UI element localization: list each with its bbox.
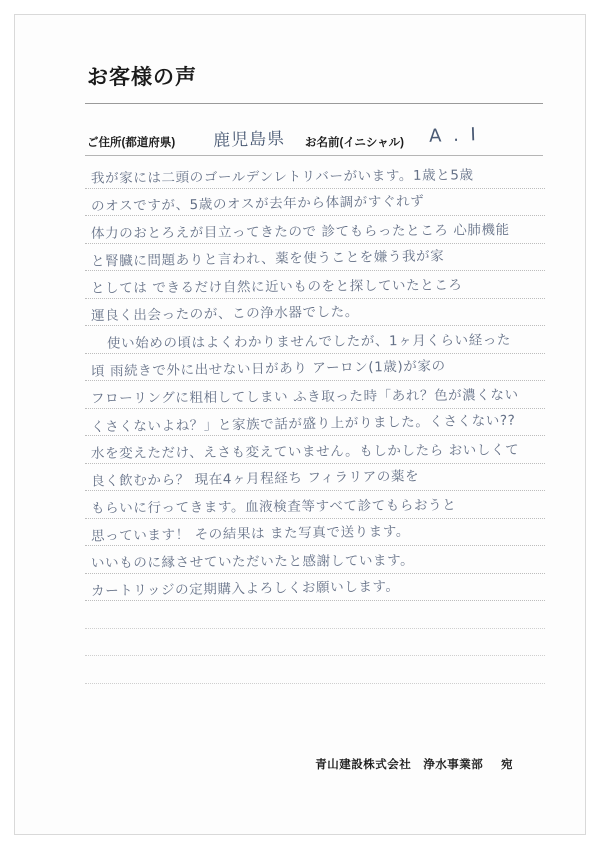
footer (15, 756, 585, 772)
body-line (85, 244, 545, 272)
page-title: お客様の声 (87, 66, 197, 89)
name-label: お名前(イニシャル) (305, 137, 404, 149)
body-line (85, 491, 545, 519)
body-line-text: 思っています！ その結果は また写真で送ります。 (90, 523, 411, 545)
body-line-text: いいものに縁させていただいたと感謝しています。 (90, 552, 415, 571)
field-divider (85, 155, 543, 156)
body-line (85, 161, 545, 189)
body-line-text: カートリッジの定期購入よろしくお願いします。 (90, 578, 400, 600)
address-label: ご住所(都道府県) (87, 137, 176, 149)
body-line (85, 409, 545, 437)
body-line-text: くさくないよね？」と家族で話が盛り上がりました。くさくない?? (90, 412, 516, 436)
body-line (85, 271, 545, 299)
body-line-text: フローリングに粗相してしまい ふき取った時「あれ？色が濃くない (90, 386, 519, 407)
body-line (85, 574, 545, 602)
body-line-text: 我が家には二頭のゴールデンレトリバーがいます。1歳と5歳 (90, 166, 474, 187)
body-line-text: 使い始めの頃はよくわかりませんでしたが、1ヶ月くらい経った (106, 331, 512, 352)
body-line-text: と腎臓に問題ありと言われ、薬を使うことを嫌う我が家 (90, 248, 445, 270)
body-line-text: 水を変えただけ、えさも変えていません。もしかしたら おいしくて (90, 441, 520, 462)
body-line-text: 頃 雨続きで外に出せない日があり アーロン(1歳)が家の (90, 358, 446, 380)
name-value: A . I (428, 124, 480, 147)
body-line-text: もらいに行ってきます。血液検査等すべて診てもらおうと (90, 496, 457, 517)
title-divider (85, 103, 543, 104)
body-line-text: としては できるだけ自然に近いものをと探していたところ (90, 276, 463, 297)
handwritten-body (85, 161, 545, 701)
body-line-text: 良く飲むから？ 現在4ヶ月程経ち フィラリアの薬を (90, 468, 420, 490)
body-line (85, 189, 545, 217)
body-line (85, 216, 545, 244)
body-line (85, 326, 545, 354)
body-line (85, 464, 545, 492)
body-line-blank (85, 601, 545, 629)
body-line-blank (85, 656, 545, 684)
body-line-blank (85, 629, 545, 657)
body-line-text: 運良く出会ったのが、この浄水器でした。 (90, 303, 360, 325)
body-line (85, 546, 545, 574)
field-row (87, 125, 543, 151)
body-line (85, 519, 545, 547)
address-value: 鹿児島県 (212, 129, 286, 151)
body-line (85, 299, 545, 327)
footer-dest: 宛 (501, 759, 513, 771)
body-line (85, 354, 545, 382)
body-line (85, 436, 545, 464)
body-line-text: のオスですが、5歳のオスが去年から体調がすぐれず (90, 193, 425, 215)
body-line-text: 体力のおとろえが目立ってきたので 診てもらったところ 心肺機能 (90, 221, 510, 242)
body-line (85, 381, 545, 409)
form-sheet (14, 14, 586, 835)
footer-company: 青山建設株式会社 浄水事業部 (315, 759, 484, 771)
